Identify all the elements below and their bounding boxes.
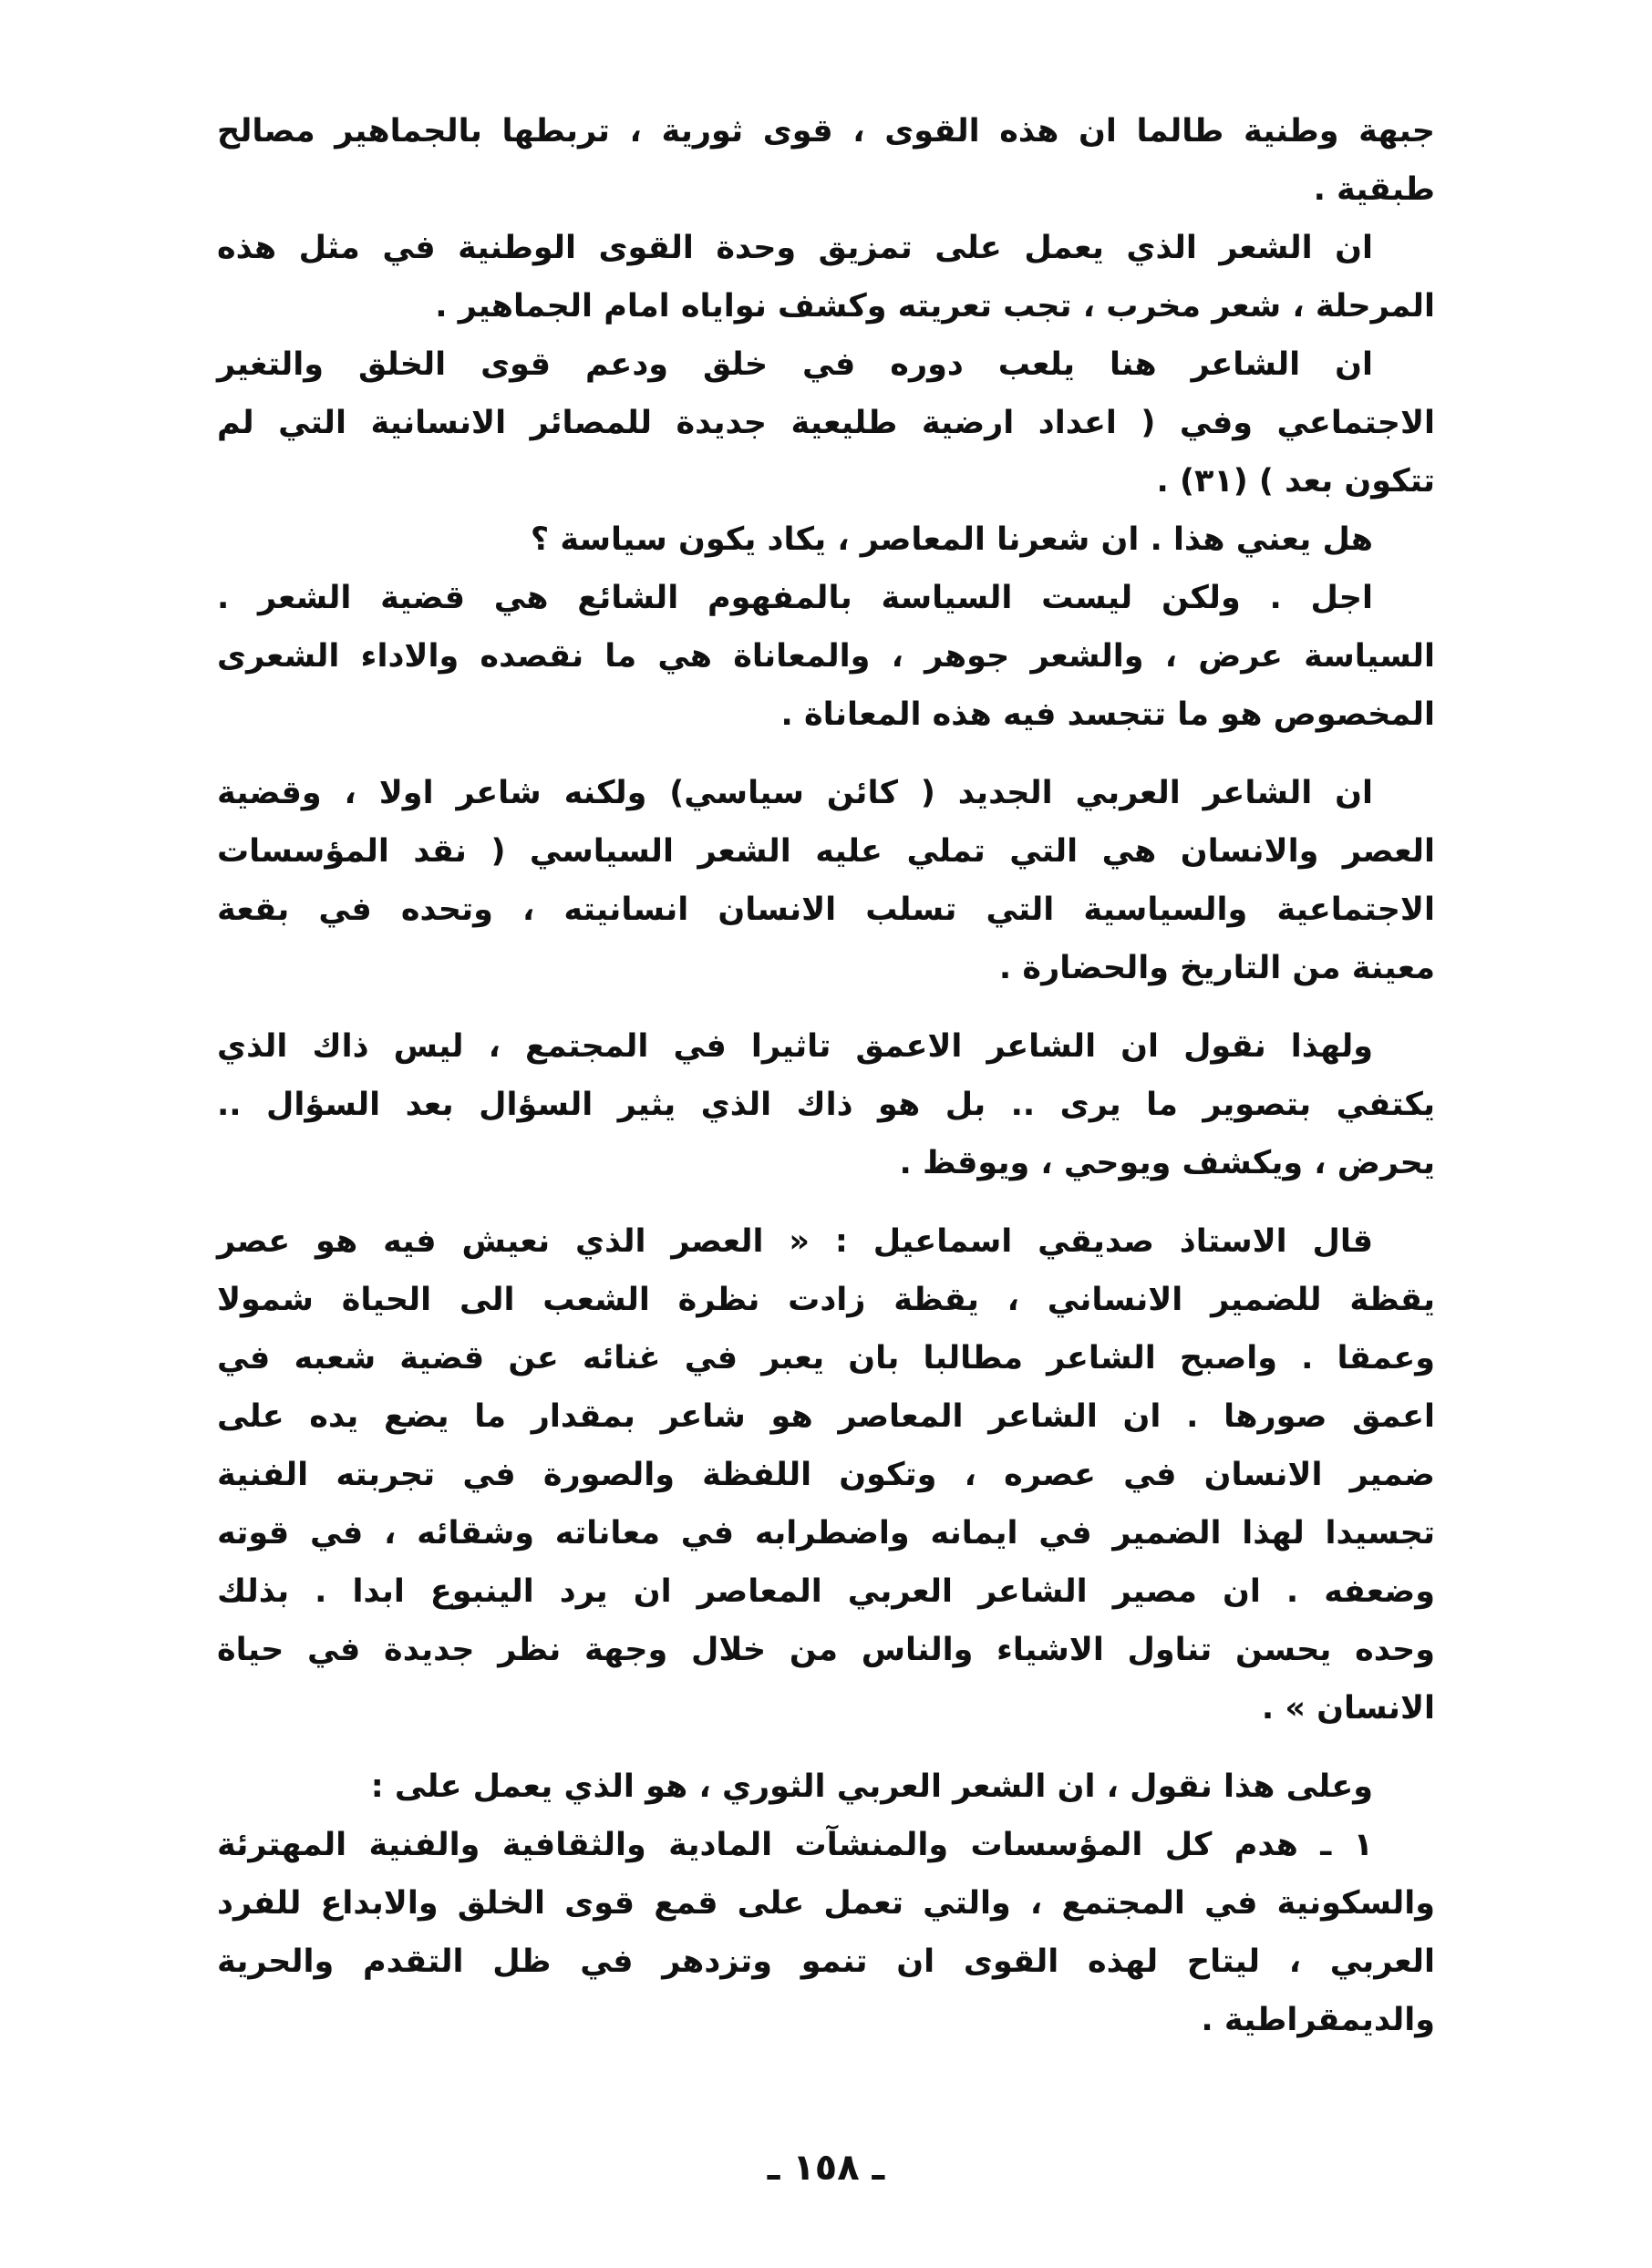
text-line: والديمقراطية . <box>1201 2002 1435 2038</box>
text-line: اجل . ولكن ليست السياسة بالمفهوم الشائع هي قضية الشعر . <box>217 580 1373 616</box>
text-line: تتكون بعد ) (٣١) . <box>1156 463 1435 500</box>
text-line: وعمقا . واصبح الشاعر مطالبا بان يعبر في غنائه عن قضية شعبه في <box>217 1340 1435 1376</box>
paragraph-gap <box>217 744 1435 764</box>
text-line: السياسة عرض ، والشعر جوهر ، والمعاناة هي ما نقصده والاداء الشعرى <box>217 638 1435 675</box>
paragraph <box>217 102 1435 219</box>
text-line: يكتفي بتصوير ما يرى .. بل هو ذاك الذي يثير السؤال بعد السؤال .. <box>217 1087 1435 1123</box>
text-line: اعمق صورها . ان الشاعر المعاصر هو شاعر بمقدار ما يضع يده على <box>217 1398 1435 1435</box>
text-line: الانسان » . <box>1261 1690 1435 1727</box>
text-line: وعلى هذا نقول ، ان الشعر العربي الثوري ، هو الذي يعمل على : <box>370 1768 1373 1805</box>
paragraph-gap <box>217 1192 1435 1212</box>
text-line: قال الاستاذ صديقي اسماعيل : « العصر الذي نعيش فيه هو عصر <box>217 1223 1373 1260</box>
text-line: ضمير الانسان في عصره ، وتكون اللفظة والصورة في تجربته الفنية <box>217 1457 1435 1493</box>
text-line: المخصوص هو ما تتجسد فيه هذه المعاناة . <box>780 696 1435 733</box>
text-line: ولهذا نقول ان الشاعر الاعمق تاثيرا في المجتمع ، ليس ذاك الذي <box>217 1028 1373 1065</box>
paragraph <box>217 335 1435 510</box>
text-line: العربي ، ليتاح لهذه القوى ان تنمو وتزدهر في ظل التقدم والحرية <box>217 1943 1435 1980</box>
paragraph <box>217 1017 1435 1192</box>
paragraph <box>217 1816 1435 2049</box>
paragraph <box>217 764 1435 997</box>
text-line: يحرض ، ويكشف ويوحي ، ويوقظ . <box>899 1145 1435 1181</box>
text-line: وحده يحسن تناول الاشياء والناس من خلال وجهة نظر جديدة في حياة <box>217 1632 1435 1668</box>
text-line: وضعفه . ان مصير الشاعر العربي المعاصر ان يرد الينبوع ابدا . بذلك <box>217 1573 1435 1610</box>
text-line: الاجتماعية والسياسية التي تسلب الانسان انسانيته ، وتحده في بقعة <box>217 892 1435 928</box>
text-line: تجسيدا لهذا الضمير في ايمانه واضطرابه في معاناته وشقائه ، في قوته <box>217 1515 1435 1552</box>
paragraph <box>217 1212 1435 1737</box>
text-line: ان الشعر الذي يعمل على تمزيق وحدة القوى الوطنية في مثل هذه <box>217 230 1373 266</box>
text-line: ١ ـ هدم كل المؤسسات والمنشآت المادية والثقافية والفنية المهترئة <box>217 1827 1373 1863</box>
page-number: ـ ١٥٨ ـ <box>767 2147 885 2189</box>
text-line: الاجتماعي وفي ( اعداد ارضية طليعية جديدة للمصائر الانسانية التي لم <box>217 405 1435 441</box>
paragraph <box>217 219 1435 335</box>
text-line: معينة من التاريخ والحضارة . <box>998 950 1435 986</box>
paragraph <box>217 1758 1435 1816</box>
text-line: طبقية . <box>1313 171 1435 208</box>
text-line: العصر والانسان هي التي تملي عليه الشعر السياسي ( نقد المؤسسات <box>217 833 1435 870</box>
paragraph <box>217 569 1435 744</box>
paragraph <box>217 510 1435 569</box>
text-line: المرحلة ، شعر مخرب ، تجب تعريته وكشف نواياه امام الجماهير . <box>435 288 1435 325</box>
body-text <box>217 102 1435 2049</box>
text-line: ان الشاعر هنا يلعب دوره في خلق ودعم قوى الخلق والتغير <box>217 346 1373 383</box>
text-line: والسكونية في المجتمع ، والتي تعمل على قمع قوى الخلق والابداع للفرد <box>217 1885 1435 1922</box>
text-line: ان الشاعر العربي الجديد ( كائن سياسي) ولكنه شاعر اولا ، وقضية <box>217 775 1373 811</box>
text-line: جبهة وطنية طالما ان هذه القوى ، قوى ثورية ، تربطها بالجماهير مصالح <box>217 113 1435 149</box>
paragraph-gap <box>217 1737 1435 1758</box>
text-line: هل يعني هذا . ان شعرنا المعاصر ، يكاد يكون سياسة ؟ <box>530 521 1373 558</box>
paragraph-gap <box>217 997 1435 1017</box>
text-line: يقظة للضمير الانساني ، يقظة زادت نظرة الشعب الى الحياة شمولا <box>217 1282 1435 1318</box>
